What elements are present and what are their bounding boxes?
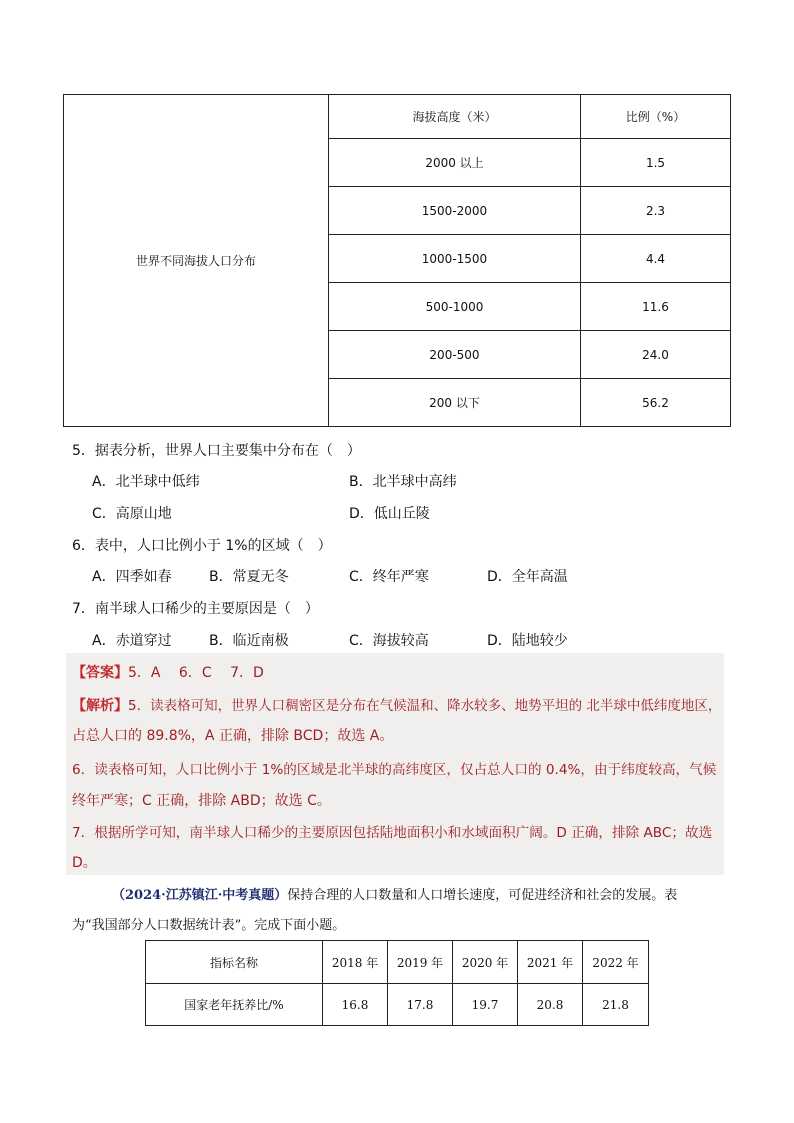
intro-text-2: 为“我国部分人口数据统计表”。完成下面小题。 — [72, 918, 346, 933]
q6-option-c: C．终年严寒 — [349, 569, 429, 585]
q5-option-b: B．北半球中高纬 — [349, 474, 457, 490]
question-intro-line-1 — [112, 884, 677, 903]
answer-text: 5．A 6．C 7．D — [128, 665, 264, 681]
header-altitude: 海拔高度（米） — [329, 95, 581, 139]
q5-option-c: C．高原山地 — [92, 506, 172, 522]
header-year: 2021 年 — [518, 941, 583, 984]
q7-option-d: D．陆地较少 — [487, 633, 568, 649]
q7-option-b: B．临近南极 — [209, 633, 289, 649]
analysis-line-6: D。 — [72, 855, 97, 871]
population-stats-table — [145, 940, 649, 1026]
q6-option-b: B．常夏无冬 — [209, 569, 289, 585]
ratio-cell: 56.2 — [581, 379, 731, 427]
header-indicator: 指标名称 — [146, 941, 323, 984]
value-cell: 16.8 — [323, 984, 388, 1026]
altitude-cell: 1000-1500 — [329, 235, 581, 283]
altitude-cell: 200-500 — [329, 331, 581, 379]
header-ratio: 比例（%） — [581, 95, 731, 139]
q6-option-a: A．四季如春 — [92, 569, 172, 585]
ratio-cell: 2.3 — [581, 187, 731, 235]
altitude-cell: 200 以下 — [329, 379, 581, 427]
analysis-line-2: 占总人口的 89.8%，A 正确，排除 BCD；故选 A。 — [72, 728, 394, 744]
header-year: 2019 年 — [388, 941, 453, 984]
q6-option-d: D．全年高温 — [487, 569, 568, 585]
value-cell: 19.7 — [453, 984, 518, 1026]
altitude-cell: 500-1000 — [329, 283, 581, 331]
ratio-cell: 24.0 — [581, 331, 731, 379]
analysis-line-5: 7．根据所学可知，南半球人口稀少的主要原因包括陆地面积小和水域面积广阔。D 正确，排除 ABC；故选 — [72, 825, 713, 841]
analysis-tag: 【解析】 — [72, 698, 128, 714]
analysis-text-1: 5．读表格可知，世界人口稠密区是分布在气候温和、降水较多、地势平坦的 北半球中低纬度地区， — [128, 698, 722, 714]
analysis-line-1 — [72, 694, 721, 715]
analysis-line-4: 终年严寒；C 正确，排除 ABD；故选 C。 — [72, 793, 331, 809]
ratio-cell: 1.5 — [581, 139, 731, 187]
question-7-stem: 7．南半球人口稀少的主要原因是（ ） — [72, 601, 319, 617]
value-cell: 20.8 — [518, 984, 583, 1026]
q5-option-d: D．低山丘陵 — [349, 506, 430, 522]
table-header-row — [146, 941, 649, 984]
q7-option-c: C．海拔较高 — [349, 633, 429, 649]
q5-option-a: A．北半球中低纬 — [92, 474, 200, 490]
header-year: 2018 年 — [323, 941, 388, 984]
value-cell: 21.8 — [583, 984, 649, 1026]
altitude-cell: 1500-2000 — [329, 187, 581, 235]
ratio-cell: 11.6 — [581, 283, 731, 331]
altitude-cell: 2000 以上 — [329, 139, 581, 187]
answer-tag: 【答案】 — [72, 665, 128, 681]
table-row — [146, 984, 649, 1026]
header-year: 2020 年 — [453, 941, 518, 984]
question-source: （2024·江苏镇江·中考真题） — [112, 888, 288, 903]
answer-line — [72, 662, 264, 682]
table-header-row — [64, 95, 731, 139]
population-altitude-table — [63, 94, 731, 427]
intro-text-1: 保持合理的人口数量和人口增长速度，可促进经济和社会的发展。表 — [287, 888, 678, 903]
q7-option-a: A．赤道穿过 — [92, 633, 172, 649]
question-6-stem: 6．表中，人口比例小于 1%的区域（ ） — [72, 538, 332, 554]
question-5-stem: 5．据表分析，世界人口主要集中分布在（ ） — [72, 443, 361, 459]
ratio-cell: 4.4 — [581, 235, 731, 283]
row-label: 国家老年抚养比/% — [146, 984, 323, 1026]
table-row-label: 世界不同海拔人口分布 — [64, 95, 329, 427]
header-year: 2022 年 — [583, 941, 649, 984]
analysis-line-3: 6．读表格可知，人口比例小于 1%的区域是北半球的高纬度区，仅占总人口的 0.4%，由于纬度较高，气候 — [72, 762, 717, 778]
value-cell: 17.8 — [388, 984, 453, 1026]
